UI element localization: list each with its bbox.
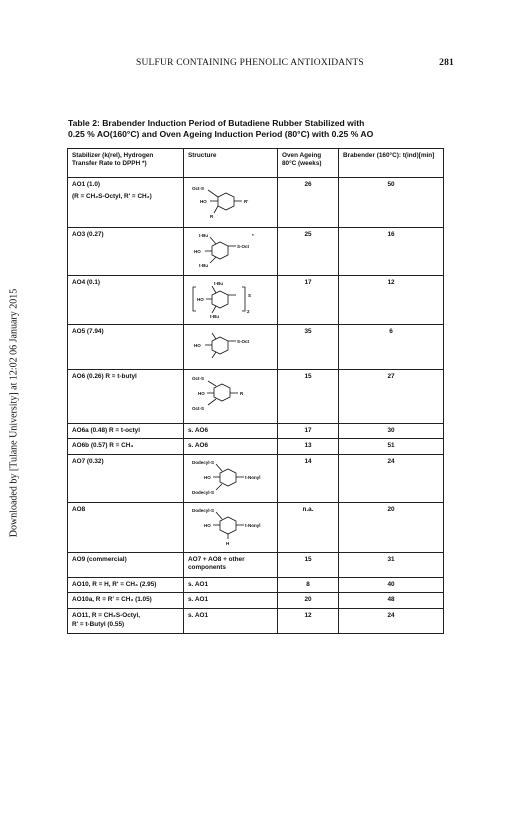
oven-ageing-cell: 20	[278, 593, 339, 609]
table-row	[68, 324, 444, 369]
stabilizer-cell	[68, 502, 184, 552]
ao5-ho-label: HO	[194, 342, 201, 348]
ao6-r-label: R	[240, 390, 244, 396]
oven-ageing-cell: 15	[278, 552, 339, 577]
structure-cell: s. AO6	[184, 439, 278, 455]
ao3-tbu-bottom-label: t-Bu	[199, 262, 208, 268]
ao1-r-label: R	[210, 214, 214, 219]
oven-ageing-cell: 25	[278, 227, 339, 275]
stabilizer-cell	[68, 178, 184, 228]
table-row	[68, 227, 444, 275]
structure-cell	[184, 502, 278, 552]
stabilizer-label: AO8	[72, 505, 86, 513]
ao5-soct-label: S-Oct	[237, 338, 250, 344]
structure-cell: s. AO1	[184, 577, 278, 593]
page-number: 281	[439, 58, 454, 68]
ao8-dodecyls-label: Dodecyl-S	[192, 507, 215, 513]
ao4-n-label: 2	[247, 308, 250, 314]
ao3-structure-diagram	[188, 231, 268, 269]
ao3-tbu-top-label: t-Bu	[199, 232, 208, 238]
table-row	[68, 178, 444, 228]
ao6-octs-top-label: Oct-S	[192, 375, 205, 381]
structure-cell	[184, 324, 278, 369]
structure-cell: s. AO1	[184, 608, 278, 633]
brabender-cell: 30	[339, 423, 444, 439]
brabender-cell: 31	[339, 552, 444, 577]
brabender-cell: 20	[339, 502, 444, 552]
ao8-h-label: H	[226, 540, 230, 546]
running-title: SULFUR CONTAINING PHENOLIC ANTIOXIDANTS	[136, 58, 364, 68]
table-caption-line-1: Table 2: Brabender Induction Period of Butadiene Rubber Stabilized with	[68, 118, 365, 128]
stabilizer-label: AO6 (0.26) R = t-butyl	[72, 372, 137, 380]
ao6-structure-diagram	[188, 373, 268, 415]
stabilizer-cell	[68, 324, 184, 369]
stabilizer-cell	[68, 608, 184, 633]
table-row	[68, 275, 444, 324]
ao7-dodecyls-top-label: Dodecyl-S	[192, 459, 215, 465]
ao7-structure-diagram	[188, 458, 272, 496]
ao8-structure-diagram	[188, 506, 272, 546]
brabender-cell: 48	[339, 593, 444, 609]
stabilizer-substituents: (R = CH₂S-Octyl, R' = CH₃)	[72, 193, 152, 200]
ao4-tbu-bottom-label: t-Bu	[210, 313, 219, 319]
stabilizer-cell	[68, 275, 184, 324]
structure-cell	[184, 454, 278, 502]
oven-ageing-cell: n.a.	[278, 502, 339, 552]
ao8-ho-label: HO	[204, 522, 211, 528]
ao3-soct-label: S-Oct	[237, 243, 250, 249]
oven-ageing-cell: 35	[278, 324, 339, 369]
stabilizer-substituents: R' = t-Butyl (0.55)	[72, 620, 125, 628]
ao6-ho-label: HO	[198, 390, 205, 396]
stabilizer-cell	[68, 227, 184, 275]
brabender-cell: 51	[339, 439, 444, 455]
download-notice	[7, 245, 21, 580]
table-header-row	[68, 149, 444, 178]
table-row	[68, 423, 444, 439]
stabilizer-cell: AO10a, R = R' = CH₃ (1.05)	[68, 593, 184, 609]
brabender-cell: 12	[339, 275, 444, 324]
table-row	[68, 454, 444, 502]
table-row	[68, 577, 444, 593]
structure-cell: s. AO1	[184, 593, 278, 609]
oven-ageing-cell: 13	[278, 439, 339, 455]
column-header-structure: Structure	[184, 149, 278, 178]
ao1-octs-label: Oct-S	[192, 186, 205, 191]
structure-cell: AO7 + AO8 + other components	[184, 552, 278, 577]
table-row	[68, 608, 444, 633]
oven-ageing-cell: 17	[278, 423, 339, 439]
stabilizer-cell: AO9 (commercial)	[68, 552, 184, 577]
ao7-ho-label: HO	[204, 474, 211, 480]
structure-cell	[184, 227, 278, 275]
ao3-ho-label: HO	[194, 248, 201, 254]
structure-cell	[184, 178, 278, 228]
brabender-cell: 6	[339, 324, 444, 369]
stabilizer-label: AO1 (1.0)	[72, 181, 101, 188]
ao5-structure-diagram	[188, 328, 268, 364]
column-header-oven-ageing: Oven Ageing 80°C (weeks)	[278, 149, 339, 178]
table-row	[68, 369, 444, 423]
ao7-dodecyls-bottom-label: Dodecyl-S	[192, 489, 215, 495]
stabilizer-cell: AO6b (0.57) R = CH₃	[68, 439, 184, 455]
ao7-tnonyl-label: t-Nonyl	[245, 474, 261, 480]
stabilizer-cell	[68, 454, 184, 502]
stabilizer-cell: AO10, R = H, R' = CH₃ (2.95)	[68, 577, 184, 593]
stabilizer-label: AO11, R = CH₂S-Octyl,	[72, 611, 141, 619]
table-row	[68, 552, 444, 577]
oven-ageing-cell: 15	[278, 369, 339, 423]
ao4-tbu-top-label: t-Bu	[214, 280, 223, 286]
brabender-cell: 27	[339, 369, 444, 423]
antioxidant-table	[67, 148, 444, 634]
column-header-stabilizer: Stabilizer (k(rel), Hydrogen Transfer Rate to DPPH *)	[68, 149, 184, 178]
stabilizer-label: AO4 (0.1)	[72, 278, 101, 286]
oven-ageing-cell: 26	[278, 178, 339, 228]
table-row	[68, 439, 444, 455]
oven-ageing-cell: 8	[278, 577, 339, 593]
table-caption	[68, 118, 448, 140]
stabilizer-label: AO5 (7.94)	[72, 327, 104, 335]
table-row	[68, 502, 444, 552]
ao1-ho-label: HO	[200, 199, 207, 204]
ao1-structure-diagram	[188, 181, 268, 221]
structure-cell: s. AO6	[184, 423, 278, 439]
ao6-octs-bottom-label: Oct-S	[192, 405, 205, 411]
oven-ageing-cell: 14	[278, 454, 339, 502]
structure-cell	[184, 275, 278, 324]
stabilizer-label: AO7 (0.32)	[72, 457, 104, 465]
brabender-cell: 24	[339, 454, 444, 502]
stabilizer-cell: AO6a (0.48) R = t-octyl	[68, 423, 184, 439]
ao8-tnonyl-label: t-Nonyl	[245, 522, 261, 528]
ao4-structure-diagram	[188, 279, 268, 319]
brabender-cell: 40	[339, 577, 444, 593]
ao3-star-label: *	[252, 232, 254, 238]
stabilizer-cell	[68, 369, 184, 423]
ao4-s-label: S	[248, 292, 252, 298]
oven-ageing-cell: 12	[278, 608, 339, 633]
structure-cell	[184, 369, 278, 423]
brabender-cell: 16	[339, 227, 444, 275]
brabender-cell: 24	[339, 608, 444, 633]
stabilizer-label: AO3 (0.27)	[72, 230, 104, 238]
table-row	[68, 593, 444, 609]
download-notice-text: Downloaded by [Tulane University] at 12:02 06 January 2015	[8, 288, 20, 537]
brabender-cell: 50	[339, 178, 444, 228]
oven-ageing-cell: 17	[278, 275, 339, 324]
ao1-rp-label: R'	[244, 199, 249, 204]
table-caption-line-2: 0.25 % AO(160°C) and Oven Ageing Induction Period (80°C) with 0.25 % AO	[68, 129, 374, 139]
column-header-brabender: Brabender (160°C): t(ind)[min]	[339, 149, 444, 178]
ao4-ho-label: HO	[197, 296, 204, 302]
